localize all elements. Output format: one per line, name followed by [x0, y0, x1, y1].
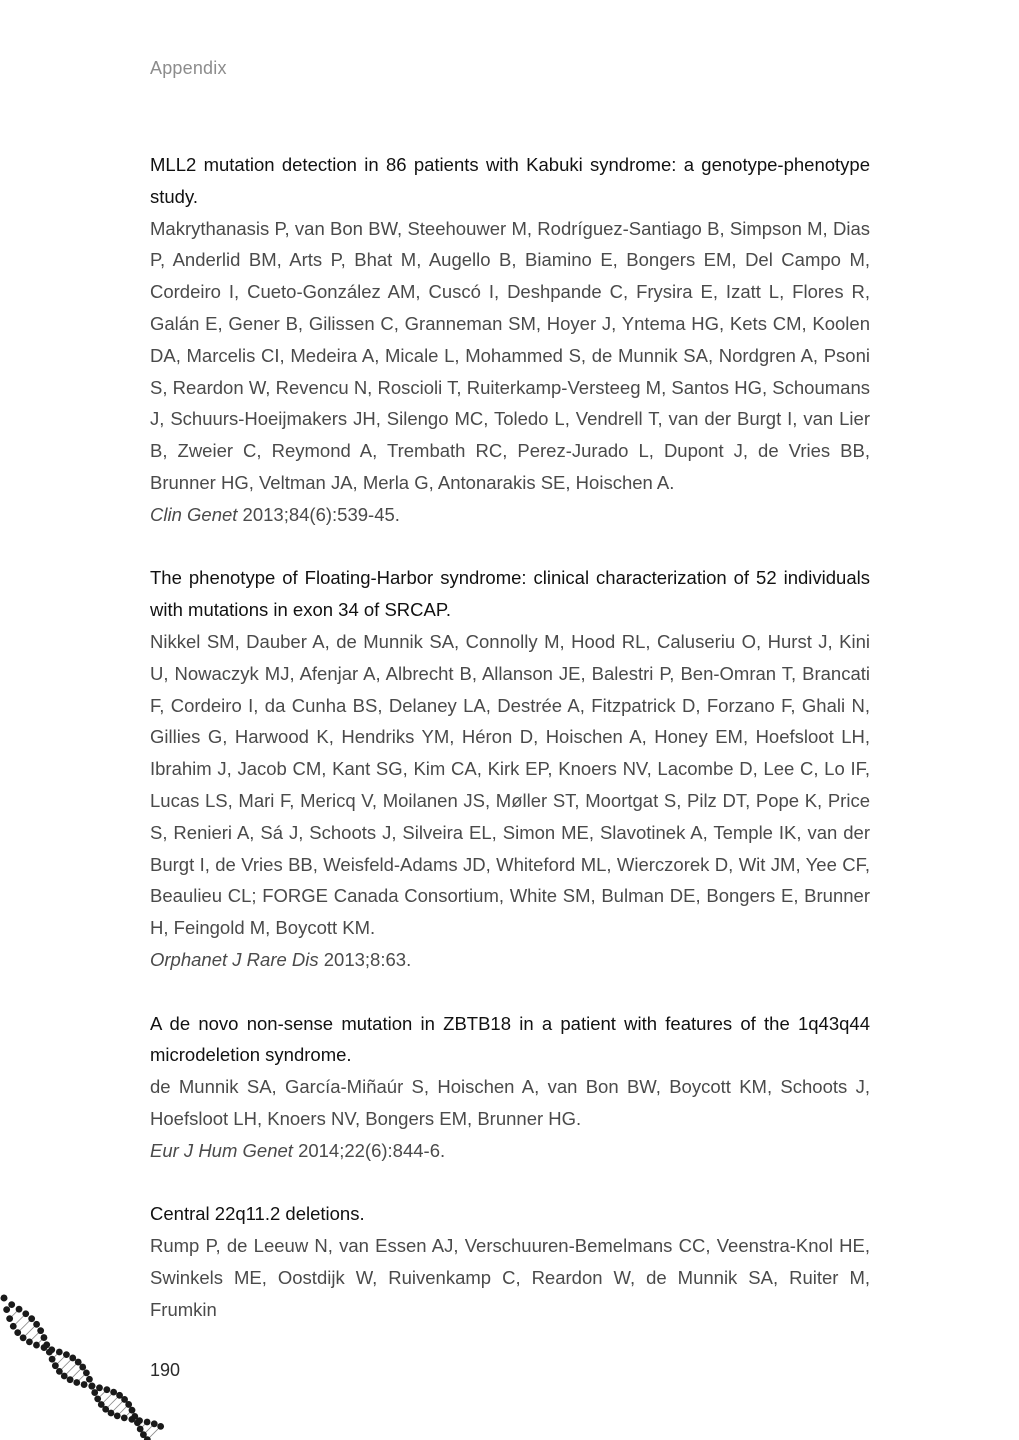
dna-dot	[136, 1417, 143, 1424]
dna-dot	[89, 1383, 96, 1390]
journal-name: Orphanet J Rare Dis	[150, 948, 319, 970]
dna-dot	[79, 1364, 86, 1371]
dna-dot	[37, 1327, 44, 1334]
dna-dot	[56, 1349, 63, 1356]
dna-dot	[8, 1301, 15, 1308]
journal-name: Eur J Hum Genet	[150, 1139, 293, 1161]
dna-dot	[41, 1344, 48, 1351]
citation-details: 2013;84(6):539-45.	[242, 503, 400, 525]
page-number: 190	[150, 1360, 181, 1380]
running-head: Appendix	[150, 58, 227, 78]
dna-dot	[73, 1379, 80, 1386]
reference-authors: Makrythanasis P, van Bon BW, Steehouwer M, Rodríguez-Santiago B, Simpson M, Dias P, Anderlid BM, Arts P, Bhat M, Augello B, Biamino E, Bongers EM, Del Campo M, Cordeiro I, Cueto-González AM, Cuscó I, Deshpande C, Frysira E, Izatt L, Flores R, Galán E, Gener B, Gilissen C, Granneman SM, Hoyer J, Yntema HG, Kets CM, Koolen DA, Marcelis CI, Medeira A, Micale L, Mohammed S, de Munnik SA, Nordgren A, Psoni S, Reardon W, Revencu N, Roscioli T, Ruiterkamp-Versteeg M, Santos HG, Schoumans J, Schuurs-Hoeijmakers JH, Silengo MC, Toledo L, Vendrell T, van der Burgt I, van Lier B, Zweier C, Reymond A, Trembath RC, Perez-Jurado L, Dupont J, de Vries BB, Brunner HG, Veltman JA, Merla G, Antonarakis SE, Hoischen A.	[150, 217, 870, 493]
dna-dot	[151, 1420, 158, 1427]
reference-title: MLL2 mutation detection in 86 patients with Kabuki syndrome: a genotype-phenotype study.	[150, 154, 870, 207]
journal-name: Clin Genet	[150, 503, 238, 525]
reference-title: A de novo non-sense mutation in ZBTB18 in a patient with features of the 1q43q44 microdeletion syndrome.	[150, 1012, 870, 1066]
dna-dot	[48, 1346, 55, 1353]
reference-item	[150, 1198, 870, 1325]
dna-dot	[110, 1389, 117, 1396]
dna-dot	[22, 1310, 29, 1317]
reference-citation	[150, 499, 870, 531]
dna-dot	[83, 1369, 90, 1376]
dna-dot	[28, 1315, 35, 1322]
dna-dot	[1, 1295, 8, 1302]
dna-dot	[3, 1306, 10, 1313]
dna-dot	[137, 1426, 144, 1433]
dna-dot	[14, 1329, 21, 1336]
dna-dot	[125, 1401, 132, 1408]
dna-dot	[121, 1414, 128, 1421]
dna-dot	[61, 1373, 68, 1380]
dna-dot	[56, 1368, 63, 1375]
dna-dot	[91, 1389, 98, 1396]
dna-dot	[114, 1412, 121, 1419]
dna-dot	[86, 1376, 93, 1383]
dna-dot	[69, 1355, 76, 1362]
dna-helix-icon	[0, 1290, 170, 1440]
reference-item	[150, 1008, 870, 1167]
dna-dot	[20, 1334, 27, 1341]
reference-authors: Nikkel SM, Dauber A, de Munnik SA, Connolly M, Hood RL, Caluseriu O, Hurst J, Kini U, Nowaczyk MJ, Afenjar A, Albrecht B, Allanson JE, Balestri P, Ben-Omran T, Brancati F, Cordeiro I, da Cunha BS, Delaney LA, Destrée A, Fitzpatrick D, Forzano F, Ghali N, Gillies G, Harwood K, Hendriks YM, Héron D, Hoischen A, Honey EM, Hoefsloot LH, Ibrahim J, Jacob CM, Kant SG, Kim CA, Kirk EP, Knoers NV, Lacombe D, Lee C, Lo IF, Lucas LS, Mari F, Mericq V, Moilanen JS, Møller ST, Moortgat S, Pilz DT, Pope K, Price S, Renieri A, Sá J, Schoots J, Silveira EL, Simon ME, Slavotinek A, Temple IK, van der Burgt I, de Vries BB, Weisfeld-Adams JD, Whiteford ML, Wierczorek D, Wit JM, Yee CF, Beaulieu CL; FORGE Canada Consortium, White SM, Bulman DE, Bongers E, Brunner H, Feingold M, Boycott KM.	[150, 630, 870, 939]
reference-list	[150, 149, 870, 1357]
reference-title: Central 22q11.2 deletions.	[150, 1203, 365, 1225]
dna-dot	[144, 1419, 151, 1426]
dna-dot	[16, 1306, 23, 1313]
dna-dot	[67, 1376, 74, 1383]
dna-dot	[26, 1338, 33, 1345]
dna-dot	[10, 1323, 17, 1330]
reference-citation	[150, 1135, 870, 1167]
dna-dot	[81, 1381, 88, 1388]
reference-title: The phenotype of Floating-Harbor syndrome: clinical characterization of 52 individuals with mutations in exon 34 of SRCAP.	[150, 567, 870, 621]
reference-item	[150, 149, 870, 531]
reference-authors: Rump P, de Leeuw N, van Essen AJ, Verschuuren-Bemelmans CC, Veenstra-Knol HE, Swinkels ME, Oostdijk W, Ruivenkamp C, Reardon W, de Munnik SA, Ruiter M, Frumkin	[150, 1235, 870, 1320]
dna-dot	[157, 1423, 164, 1430]
dna-dot	[49, 1356, 56, 1363]
citation-details: 2013;8:63.	[323, 948, 412, 970]
reference-item	[150, 562, 870, 975]
dna-dot	[33, 1342, 40, 1349]
reference-citation	[150, 944, 870, 976]
reference-authors: de Munnik SA, García-Miñaúr S, Hoischen A, van Bon BW, Boycott KM, Schoots J, Hoefsloot LH, Knoers NV, Bongers EM, Brunner HG.	[150, 1076, 870, 1129]
dna-dot	[63, 1351, 70, 1358]
dna-dot	[94, 1395, 101, 1402]
dna-dot	[129, 1407, 136, 1414]
dna-dots	[1, 1295, 164, 1440]
dna-dot	[33, 1321, 40, 1328]
dna-dot	[103, 1386, 110, 1393]
dna-dot	[41, 1334, 48, 1341]
citation-details: 2014;22(6):844-6.	[298, 1139, 446, 1161]
dna-dot	[6, 1315, 13, 1322]
dna-dot	[52, 1362, 59, 1369]
dna-dot	[108, 1410, 115, 1417]
